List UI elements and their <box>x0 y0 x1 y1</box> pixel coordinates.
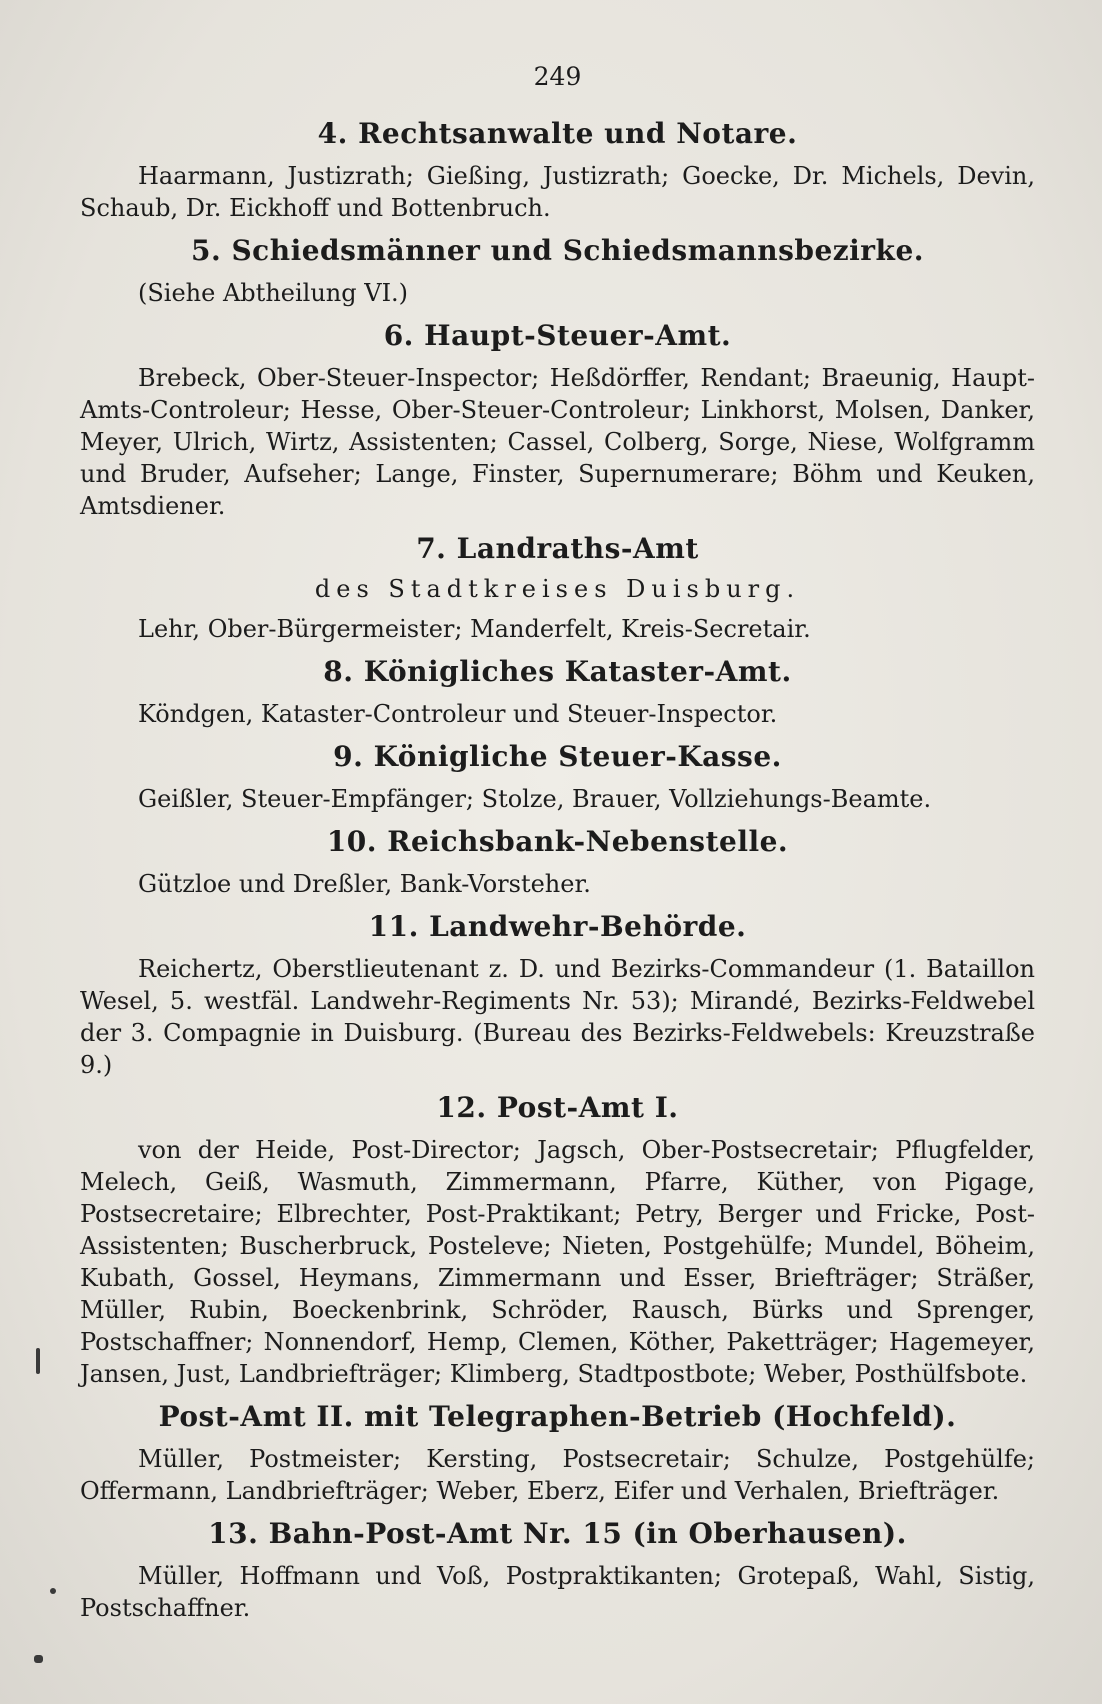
section-paragraph: Reichertz, Oberstlieutenant z. D. und Bezirks-Commandeur (1. Bataillon Wesel, 5. westfäl. Landwehr-Regiments Nr. 53); Mirandé, Bezirks-Feldwebel der 3. Compagnie in Duisburg. (Bureau des Bezirks-Feldwebels: Kreuzstraße 9.) <box>80 955 1035 1079</box>
section-paragraph: Müller, Hoffmann und Voß, Postpraktikanten; Grotepaß, Wahl, Sistig, Postschaffner. <box>80 1562 1035 1622</box>
section-heading: 8. Königliches Kataster-Amt. <box>323 655 792 688</box>
section-heading: Post-Amt II. mit Telegraphen-Betrieb (Hochfeld). <box>158 1400 957 1433</box>
section-9 <box>80 740 1035 815</box>
section-13 <box>80 1517 1035 1624</box>
section-11 <box>80 910 1035 1081</box>
page-content <box>80 52 1035 1624</box>
section-7 <box>80 532 1035 645</box>
section-heading: 9. Königliche Steuer-Kasse. <box>333 740 782 773</box>
section-post-amt-2 <box>80 1400 1035 1507</box>
section-12 <box>80 1091 1035 1390</box>
ink-speck <box>34 1655 43 1663</box>
section-paragraph: (Siehe Abtheilung VI.) <box>138 279 409 307</box>
section-5 <box>80 234 1035 309</box>
section-paragraph: Brebeck, Ober-Steuer-Inspector; Heßdörffer, Rendant; Braeunig, Haupt-Amts-Controleur; Hesse, Ober-Steuer-Controleur; Linkhorst, Molsen, Danker, Meyer, Ulrich, Wirtz, Assistenten; Cassel, Colberg, Sorge, Niese, Wolfgramm und Bruder, Aufseher; Lange, Finster, Supernumerare; Böhm und Keuken, Amtsdiener. <box>80 364 1035 520</box>
section-heading: 4. Rechtsanwalte und Notare. <box>317 117 798 150</box>
section-10 <box>80 825 1035 900</box>
section-paragraph: Lehr, Ober-Bürgermeister; Manderfelt, Kreis-Secretair. <box>138 615 811 643</box>
section-heading: 7. Landraths-Amt <box>416 532 699 565</box>
section-paragraph: Haarmann, Justizrath; Gießing, Justizrath; Goecke, Dr. Michels, Devin, Schaub, Dr. Eickhoff und Bottenbruch. <box>80 162 1035 222</box>
section-heading: 5. Schiedsmänner und Schiedsmannsbezirke. <box>190 234 925 267</box>
section-paragraph: Müller, Postmeister; Kersting, Postsecretair; Schulze, Postgehülfe; Offermann, Landbriefträger; Weber, Eberz, Eifer und Verhalen, Briefträger. <box>80 1445 1035 1505</box>
ink-speck <box>36 1348 40 1374</box>
ink-speck <box>50 1588 56 1594</box>
section-subheading: des Stadtkreises Duisburg. <box>314 575 801 603</box>
section-paragraph: von der Heide, Post-Director; Jagsch, Ober-Postsecretair; Pflugfelder, Melech, Geiß, Wasmuth, Zimmermann, Pfarre, Küther, von Pigage, Postsecretaire; Elbrechter, Post-Praktikant; Petry, Berger und Fricke, Post-Assistenten; Buscherbruck, Posteleve; Nieten, Postgehülfe; Mundel, Böheim, Kubath, Gossel, Heymans, Zimmermann und Esser, Briefträger; Sträßer, Müller, Rubin, Boeckenbrink, Schröder, Rausch, Bürks und Sprenger, Postschaffner; Nonnendorf, Hemp, Clemen, Köther, Paketträger; Hagemeyer, Jansen, Just, Landbriefträger; Klimberg, Stadtpostbote; Weber, Posthülfsbote. <box>80 1136 1035 1388</box>
section-paragraph: Köndgen, Kataster-Controleur und Steuer-Inspector. <box>138 700 778 728</box>
section-4 <box>80 117 1035 224</box>
section-6 <box>80 319 1035 522</box>
section-heading: 10. Reichsbank-Nebenstelle. <box>326 825 789 858</box>
section-heading: 12. Post-Amt I. <box>436 1091 679 1124</box>
section-heading: 11. Landwehr-Behörde. <box>368 910 747 943</box>
page-number: 249 <box>533 62 582 91</box>
section-paragraph: Geißler, Steuer-Empfänger; Stolze, Brauer, Vollziehungs-Beamte. <box>138 785 932 813</box>
section-heading: 6. Haupt-Steuer-Amt. <box>383 319 732 352</box>
section-8 <box>80 655 1035 730</box>
section-heading: 13. Bahn-Post-Amt Nr. 15 (in Oberhausen). <box>208 1517 907 1550</box>
section-paragraph: Gützloe und Dreßler, Bank-Vorsteher. <box>138 870 591 898</box>
